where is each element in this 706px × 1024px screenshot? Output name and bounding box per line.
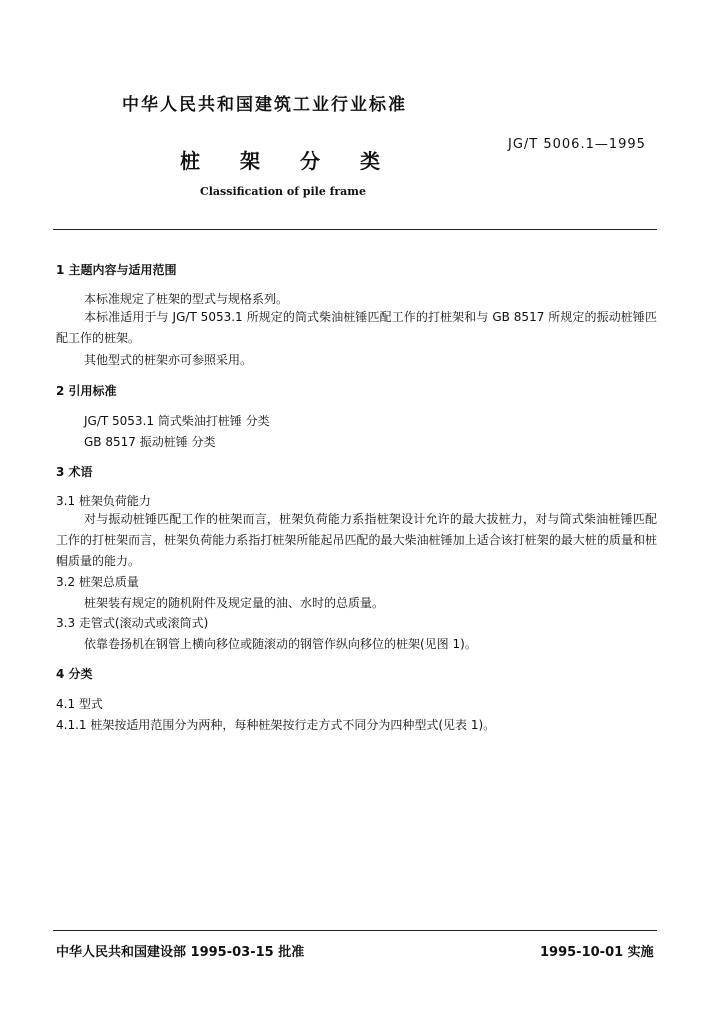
- term-3-2-text: 桩架装有规定的随机附件及规定量的油、水时的总质量。: [84, 596, 385, 610]
- section-1-paragraph: 本标准适用于与 JG/T 5053.1 所规定的筒式柴油桩锤匹配工作的打桩架和与 GB 8517 所规定的振动桩锤匹配工作的桩架。: [56, 310, 657, 345]
- term-3-2-heading: 3.2 桩架总质量: [56, 575, 139, 589]
- clause-4-1-heading: 4.1 型式: [56, 697, 103, 711]
- title-char: 桩: [180, 149, 200, 173]
- implementation-date: 1995-10-01 实施: [540, 945, 654, 960]
- title-char: 分: [300, 149, 320, 173]
- section-1-paragraph: 其他型式的桩架亦可参照采用。: [84, 353, 253, 367]
- section-4-heading: 4 分类: [56, 667, 93, 681]
- reference-item: JG/T 5053.1 筒式柴油打桩锤 分类: [84, 414, 270, 428]
- approval-date: 中华人民共和国建设部 1995-03-15 批准: [56, 945, 305, 960]
- issuer-title: 中华人民共和国建筑工业行业标准: [122, 95, 407, 115]
- section-3-heading: 3 术语: [56, 465, 93, 479]
- term-3-1-heading: 3.1 桩架负荷能力: [56, 494, 151, 508]
- english-title: Classification of pile frame: [200, 185, 366, 198]
- clause-4-1-1-text: 4.1.1 桩架按适用范围分为两种，每种桩架按行走方式不同分为四种型式(见表 1)。: [56, 718, 496, 732]
- standard-number: JG/T 5006.1—1995: [508, 137, 646, 152]
- reference-item: GB 8517 振动桩锤 分类: [84, 435, 216, 449]
- section-2-heading: 2 引用标准: [56, 384, 117, 398]
- title-char: 类: [360, 149, 380, 173]
- term-3-1-text: 对与振动桩锤匹配工作的桩架而言，桩架负荷能力系指桩架设计允许的最大拔桩力，对与筒式柴油桩锤匹配工作的打桩架而言，桩架负荷能力系指打桩架所能起吊匹配的最大柴油桩锤加上适合该打桩架的最大桩的质量和桩帽质量的能力。: [56, 512, 657, 568]
- term-3-3-text: 依靠卷扬机在钢管上横向移位或随滚动的钢管作纵向移位的桩架(见图 1)。: [84, 637, 477, 651]
- title-char: 架: [240, 149, 260, 173]
- section-1-paragraph: 本标准规定了桩架的型式与规格系列。: [84, 292, 289, 306]
- section-1-heading: 1 主题内容与适用范围: [56, 263, 177, 277]
- footer-divider: [53, 930, 657, 931]
- document-title: [180, 145, 420, 174]
- header-divider: [53, 229, 657, 230]
- term-3-3-heading: 3.3 走管式(滚动式或滚筒式): [56, 616, 209, 630]
